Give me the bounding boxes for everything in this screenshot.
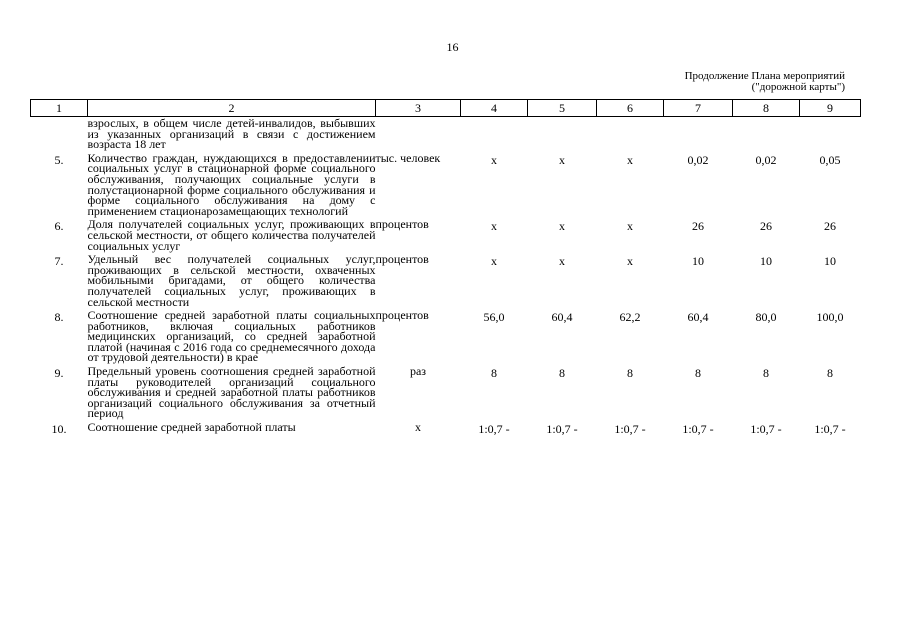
row-unit: тыс. человек	[375, 150, 441, 165]
row-value: 1:0,7 -	[478, 422, 510, 437]
row-value: 8	[763, 366, 769, 381]
row-number	[31, 117, 88, 153]
table-row	[31, 366, 861, 422]
continuation-line-1: Продолжение Плана мероприятий	[684, 70, 845, 82]
row-value: 1:0,7 -	[614, 422, 646, 437]
row-value: х	[559, 219, 565, 234]
row-value: 1:0,7 -	[814, 422, 846, 437]
row-value: 10	[760, 254, 772, 269]
header-col-8: 8	[733, 100, 800, 117]
row-indicator-name: Удельный вес получателей социальных услуг, проживающих в сельской местности, охваченных мобильными бригадами, от общего количества получателей социальных услуг, проживающих в сельской местности	[87, 252, 376, 309]
header-col-2: 2	[88, 100, 376, 117]
header-col-4: 4	[461, 100, 528, 117]
header-row	[31, 100, 861, 117]
row-value: х	[559, 152, 565, 167]
row-value: 26	[824, 219, 836, 234]
row-value	[664, 117, 733, 153]
continuation-caption	[685, 71, 845, 93]
row-value: 0,02	[755, 152, 777, 167]
continuation-line-2: ("дорожной карты")	[751, 81, 845, 93]
row-value: х	[491, 254, 497, 269]
row-value: 80,0	[755, 310, 777, 325]
row-value: х	[627, 219, 633, 234]
row-indicator-name: Соотношение средней заработной платы	[87, 420, 296, 435]
row-value	[528, 117, 597, 153]
row-number: 6.	[54, 219, 64, 234]
row-value: 26	[760, 219, 772, 234]
row-value: 10	[824, 254, 836, 269]
row-indicator-name: взрослых, в общем числе детей-инвалидов, выбывших из указанных организаций в связи с достижением возраста 18 лет	[87, 116, 376, 152]
header-col-9: 9	[800, 100, 861, 117]
row-value: 10	[692, 254, 704, 269]
row-value: 8	[559, 366, 565, 381]
row-value	[800, 117, 861, 153]
table-row	[31, 310, 861, 366]
row-value: 60,4	[551, 310, 573, 325]
header-col-3: 3	[376, 100, 461, 117]
row-number: 9.	[54, 366, 64, 381]
row-value: 56,0	[483, 310, 505, 325]
row-indicator-name: Доля получателей социальных услуг, проживающих в сельской местности, от общего количества получателей социальных услуг	[87, 217, 376, 253]
table-row	[31, 254, 861, 310]
row-value: 100,0	[816, 310, 844, 325]
row-indicator-name: Количество граждан, нуждающихся в предоставлении социальных услуг в стационарной форме социального обслуживания, получающих социальные услуги в полустационарной форме социального обслуживания и форме социального обслуживания на дому с применением стационарозамещающих технологий	[87, 150, 376, 218]
table-row	[31, 219, 861, 254]
row-value: 8	[627, 366, 633, 381]
row-indicator-name: Предельный уровень соотношения средней заработной платы руководителей организаций социального обслуживания и средней заработной платы работников организаций социального обслуживания за отчетный период	[87, 364, 376, 421]
row-value: 1:0,7 -	[750, 422, 782, 437]
plan-table	[30, 99, 861, 437]
row-value: 0,02	[687, 152, 709, 167]
row-number: 7.	[54, 254, 64, 269]
row-value: х	[627, 152, 633, 167]
page-number: 16	[446, 40, 459, 54]
row-value: х	[627, 254, 633, 269]
row-value	[461, 117, 528, 153]
header-col-5: 5	[528, 100, 597, 117]
row-unit	[376, 117, 461, 153]
row-unit: процентов	[375, 308, 429, 323]
row-value: 1:0,7 -	[682, 422, 714, 437]
row-number: 5.	[54, 152, 64, 167]
row-value: 8	[695, 366, 701, 381]
header-col-6: 6	[597, 100, 664, 117]
row-value: 26	[692, 219, 704, 234]
row-unit: х	[415, 420, 421, 435]
row-value: 0,05	[819, 152, 841, 167]
row-unit: процентов	[375, 217, 429, 232]
table-row	[31, 153, 861, 220]
row-number: 8.	[54, 310, 64, 325]
row-number: 10.	[51, 422, 67, 437]
header-col-7: 7	[664, 100, 733, 117]
table-row	[31, 117, 861, 153]
row-value	[597, 117, 664, 153]
header-col-1: 1	[31, 100, 88, 117]
row-value	[733, 117, 800, 153]
row-value: х	[559, 254, 565, 269]
row-value: 1:0,7 -	[546, 422, 578, 437]
row-indicator-name: Соотношение средней заработной платы социальных работников, включая социальных работников медицинских организаций, со средней заработной платой (начиная с 2016 года со среднемесячного дохода от трудовой деятельности) в крае	[87, 308, 376, 365]
row-value: 60,4	[687, 310, 709, 325]
row-value: 62,2	[619, 310, 641, 325]
row-value: х	[491, 219, 497, 234]
row-value: х	[491, 152, 497, 167]
table-row	[31, 422, 861, 437]
row-value: 8	[827, 366, 833, 381]
row-unit: процентов	[375, 252, 429, 267]
row-value: 8	[491, 366, 497, 381]
row-unit: раз	[409, 364, 427, 379]
